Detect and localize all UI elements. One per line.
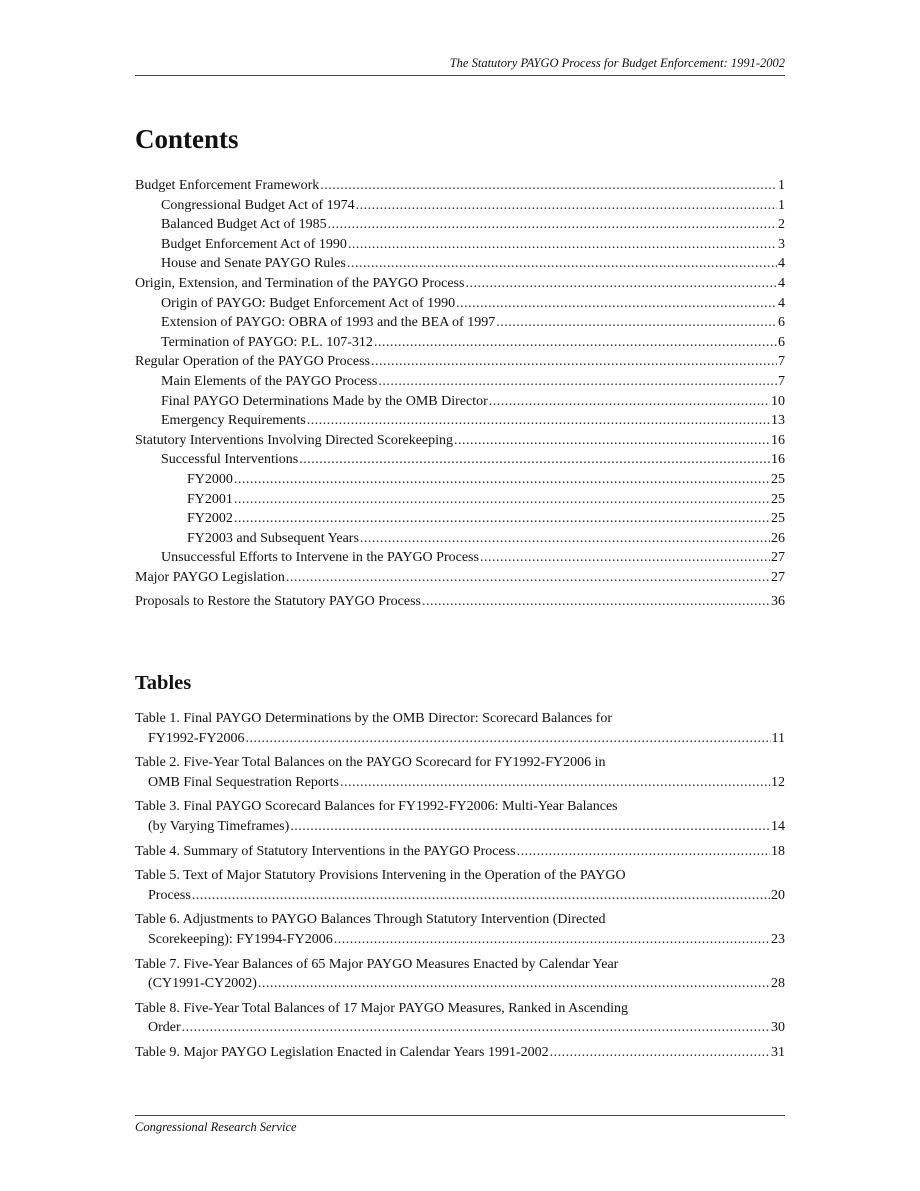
tables-heading: Tables [135,672,192,694]
table-entry[interactable]: Table 9. Major PAYGO Legislation Enacted in Calendar Years 1991-2002 ..... 31 [135,1043,785,1063]
toc-entry[interactable]: Proposals to Restore the Statutory PAYGO Process ..... 36 [135,592,785,612]
table-entry[interactable]: Table 5. Text of Major Statutory Provisions Intervening in the Operation of the PAYGO Process ..... 20 [135,866,785,905]
contents-heading: Contents [135,124,239,154]
toc-entry[interactable]: FY2001 ..... 25 [135,490,785,510]
running-header: The Statutory PAYGO Process for Budget Enforcement: 1991-2002 [135,56,785,76]
toc-entry[interactable]: Successful Interventions ..... 16 [135,450,785,470]
running-footer: Congressional Research Service [135,1115,785,1135]
table-entry[interactable]: Table 4. Summary of Statutory Interventions in the PAYGO Process ..... 18 [135,842,785,862]
toc-entry[interactable]: FY2002 ..... 25 [135,509,785,529]
toc-entry[interactable]: Major PAYGO Legislation ..... 27 [135,568,785,588]
toc-entry[interactable]: Regular Operation of the PAYGO Process ..... 7 [135,352,785,372]
toc-entry[interactable]: Statutory Interventions Involving Directed Scorekeeping ..... 16 [135,431,785,451]
toc-entry[interactable]: Extension of PAYGO: OBRA of 1993 and the BEA of 1997 ..... 6 [135,313,785,333]
table-entry[interactable]: Table 7. Five-Year Balances of 65 Major PAYGO Measures Enacted by Calendar Year (CY1991-CY2002) ..... 28 [135,955,785,994]
table-entry[interactable]: Table 1. Final PAYGO Determinations by the OMB Director: Scorecard Balances for FY1992-FY2006 ..... 11 [135,709,785,748]
toc-entry[interactable]: House and Senate PAYGO Rules ..... 4 [135,254,785,274]
toc-entry[interactable]: Origin of PAYGO: Budget Enforcement Act of 1990 ..... 4 [135,294,785,314]
table-entry[interactable]: Table 2. Five-Year Total Balances on the PAYGO Scorecard for FY1992-FY2006 in OMB Final Sequestration Reports ..... 12 [135,753,785,792]
toc-entry[interactable]: Budget Enforcement Act of 1990 ..... 3 [135,235,785,255]
toc-entry[interactable]: Budget Enforcement Framework ..... 1 [135,176,785,196]
toc-entry[interactable]: Congressional Budget Act of 1974 ..... 1 [135,196,785,216]
toc-entry[interactable]: Main Elements of the PAYGO Process ..... 7 [135,372,785,392]
toc-entry[interactable]: FY2003 and Subsequent Years ..... 26 [135,529,785,549]
toc-entry[interactable]: Origin, Extension, and Termination of the PAYGO Process ..... 4 [135,274,785,294]
tables-list [135,709,785,1068]
toc-entry[interactable]: Emergency Requirements ..... 13 [135,411,785,431]
toc-entry[interactable]: Unsuccessful Efforts to Intervene in the PAYGO Process ..... 27 [135,548,785,568]
toc-entry[interactable]: Termination of PAYGO: P.L. 107-312 ..... 6 [135,333,785,353]
table-entry[interactable]: Table 3. Final PAYGO Scorecard Balances for FY1992-FY2006: Multi-Year Balances (by Varying Timeframes) ..... 14 [135,797,785,836]
toc-entry[interactable]: Balanced Budget Act of 1985 ..... 2 [135,215,785,235]
toc-entry[interactable]: Final PAYGO Determinations Made by the OMB Director ..... 10 [135,392,785,412]
table-entry[interactable]: Table 8. Five-Year Total Balances of 17 Major PAYGO Measures, Ranked in Ascending Order ..... 30 [135,999,785,1038]
contents-list [135,176,785,612]
toc-entry[interactable]: FY2000 ..... 25 [135,470,785,490]
table-entry[interactable]: Table 6. Adjustments to PAYGO Balances Through Statutory Intervention (Directed Scorekeeping): FY1994-FY2006 ..... 23 [135,910,785,949]
